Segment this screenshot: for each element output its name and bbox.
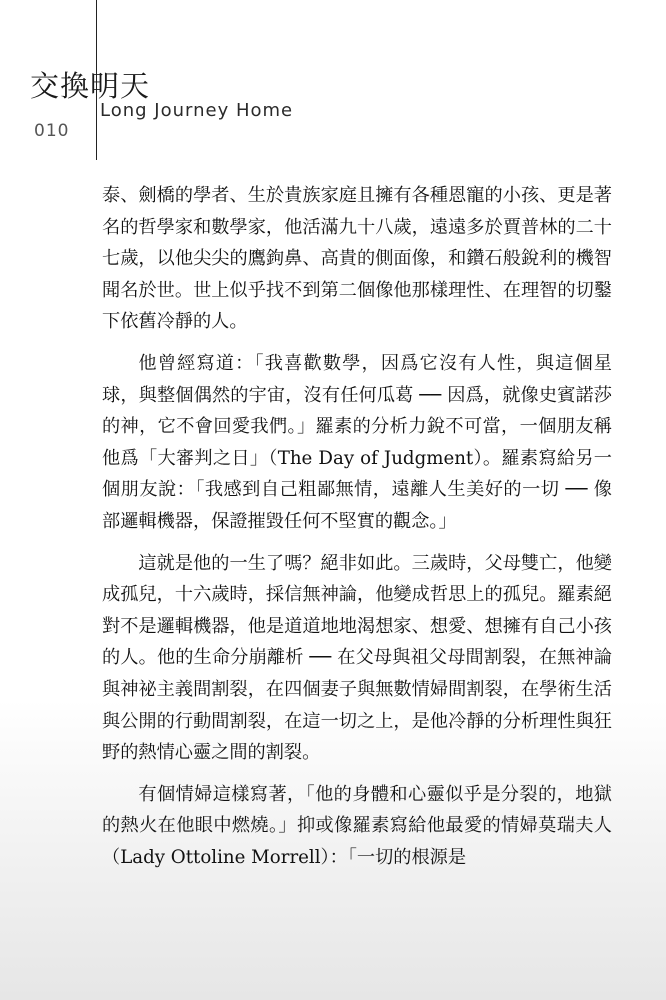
body-text [102,180,612,873]
paragraph: 有個情婦這樣寫著，「他的身體和心靈似乎是分裂的，地獄的熱火在他眼中燃燒。」抑或像羅素寫給他最愛的情婦莫瑞夫人（Lady Ottoline Morrell）：「一切的根源是 [102,783,612,868]
page-number: 010 [34,121,70,141]
paragraph: 泰、劍橋的學者、生於貴族家庭且擁有各種恩寵的小孩、更是著名的哲學家和數學家，他活滿九十八歲，遠遠多於賈普林的二十七歲，以他尖尖的鷹鉤鼻、高貴的側面像，和鑽石般銳利的機智聞名於世。世上似乎找不到第二個像他那樣理性、在理智的切鑿下依舊冷靜的人。 [102,185,612,333]
paragraph: 他曾經寫道：「我喜歡數學，因爲它沒有人性，與這個星球，與整個偶然的宇宙，沒有任何瓜葛 ── 因爲，就像史賓諾莎的神，它不會回愛我們。」羅素的分析力銳不可當，一個朋友稱他爲「大審判之日」（The Day of Judgment）。羅素寫給另一個朋友說：「我感到自己粗鄙無情，遠離人生美好的一切 ── 像部邏輯機器，保證摧毀任何不堅實的觀念。」 [102,352,612,532]
paragraph: 這就是他的一生了嗎？絕非如此。三歲時，父母雙亡，他變成孤兒，十六歲時，採信無神論，他變成哲思上的孤兒。羅素絕對不是邏輯機器，他是道道地地渴想家、想愛、想擁有自己小孩的人。他的生命分崩離析 ── 在父母與祖父母間割裂，在無神論與神祕主義間割裂，在四個妻子與無數情婦間割裂，在學術生活與公開的行動間割裂，在這一切之上，是他冷靜的分析理性與狂野的熱情心靈之間的割裂。 [102,552,612,764]
book-title: 交換明天 [30,69,151,103]
book-subtitle: Long Journey Home [100,100,294,121]
